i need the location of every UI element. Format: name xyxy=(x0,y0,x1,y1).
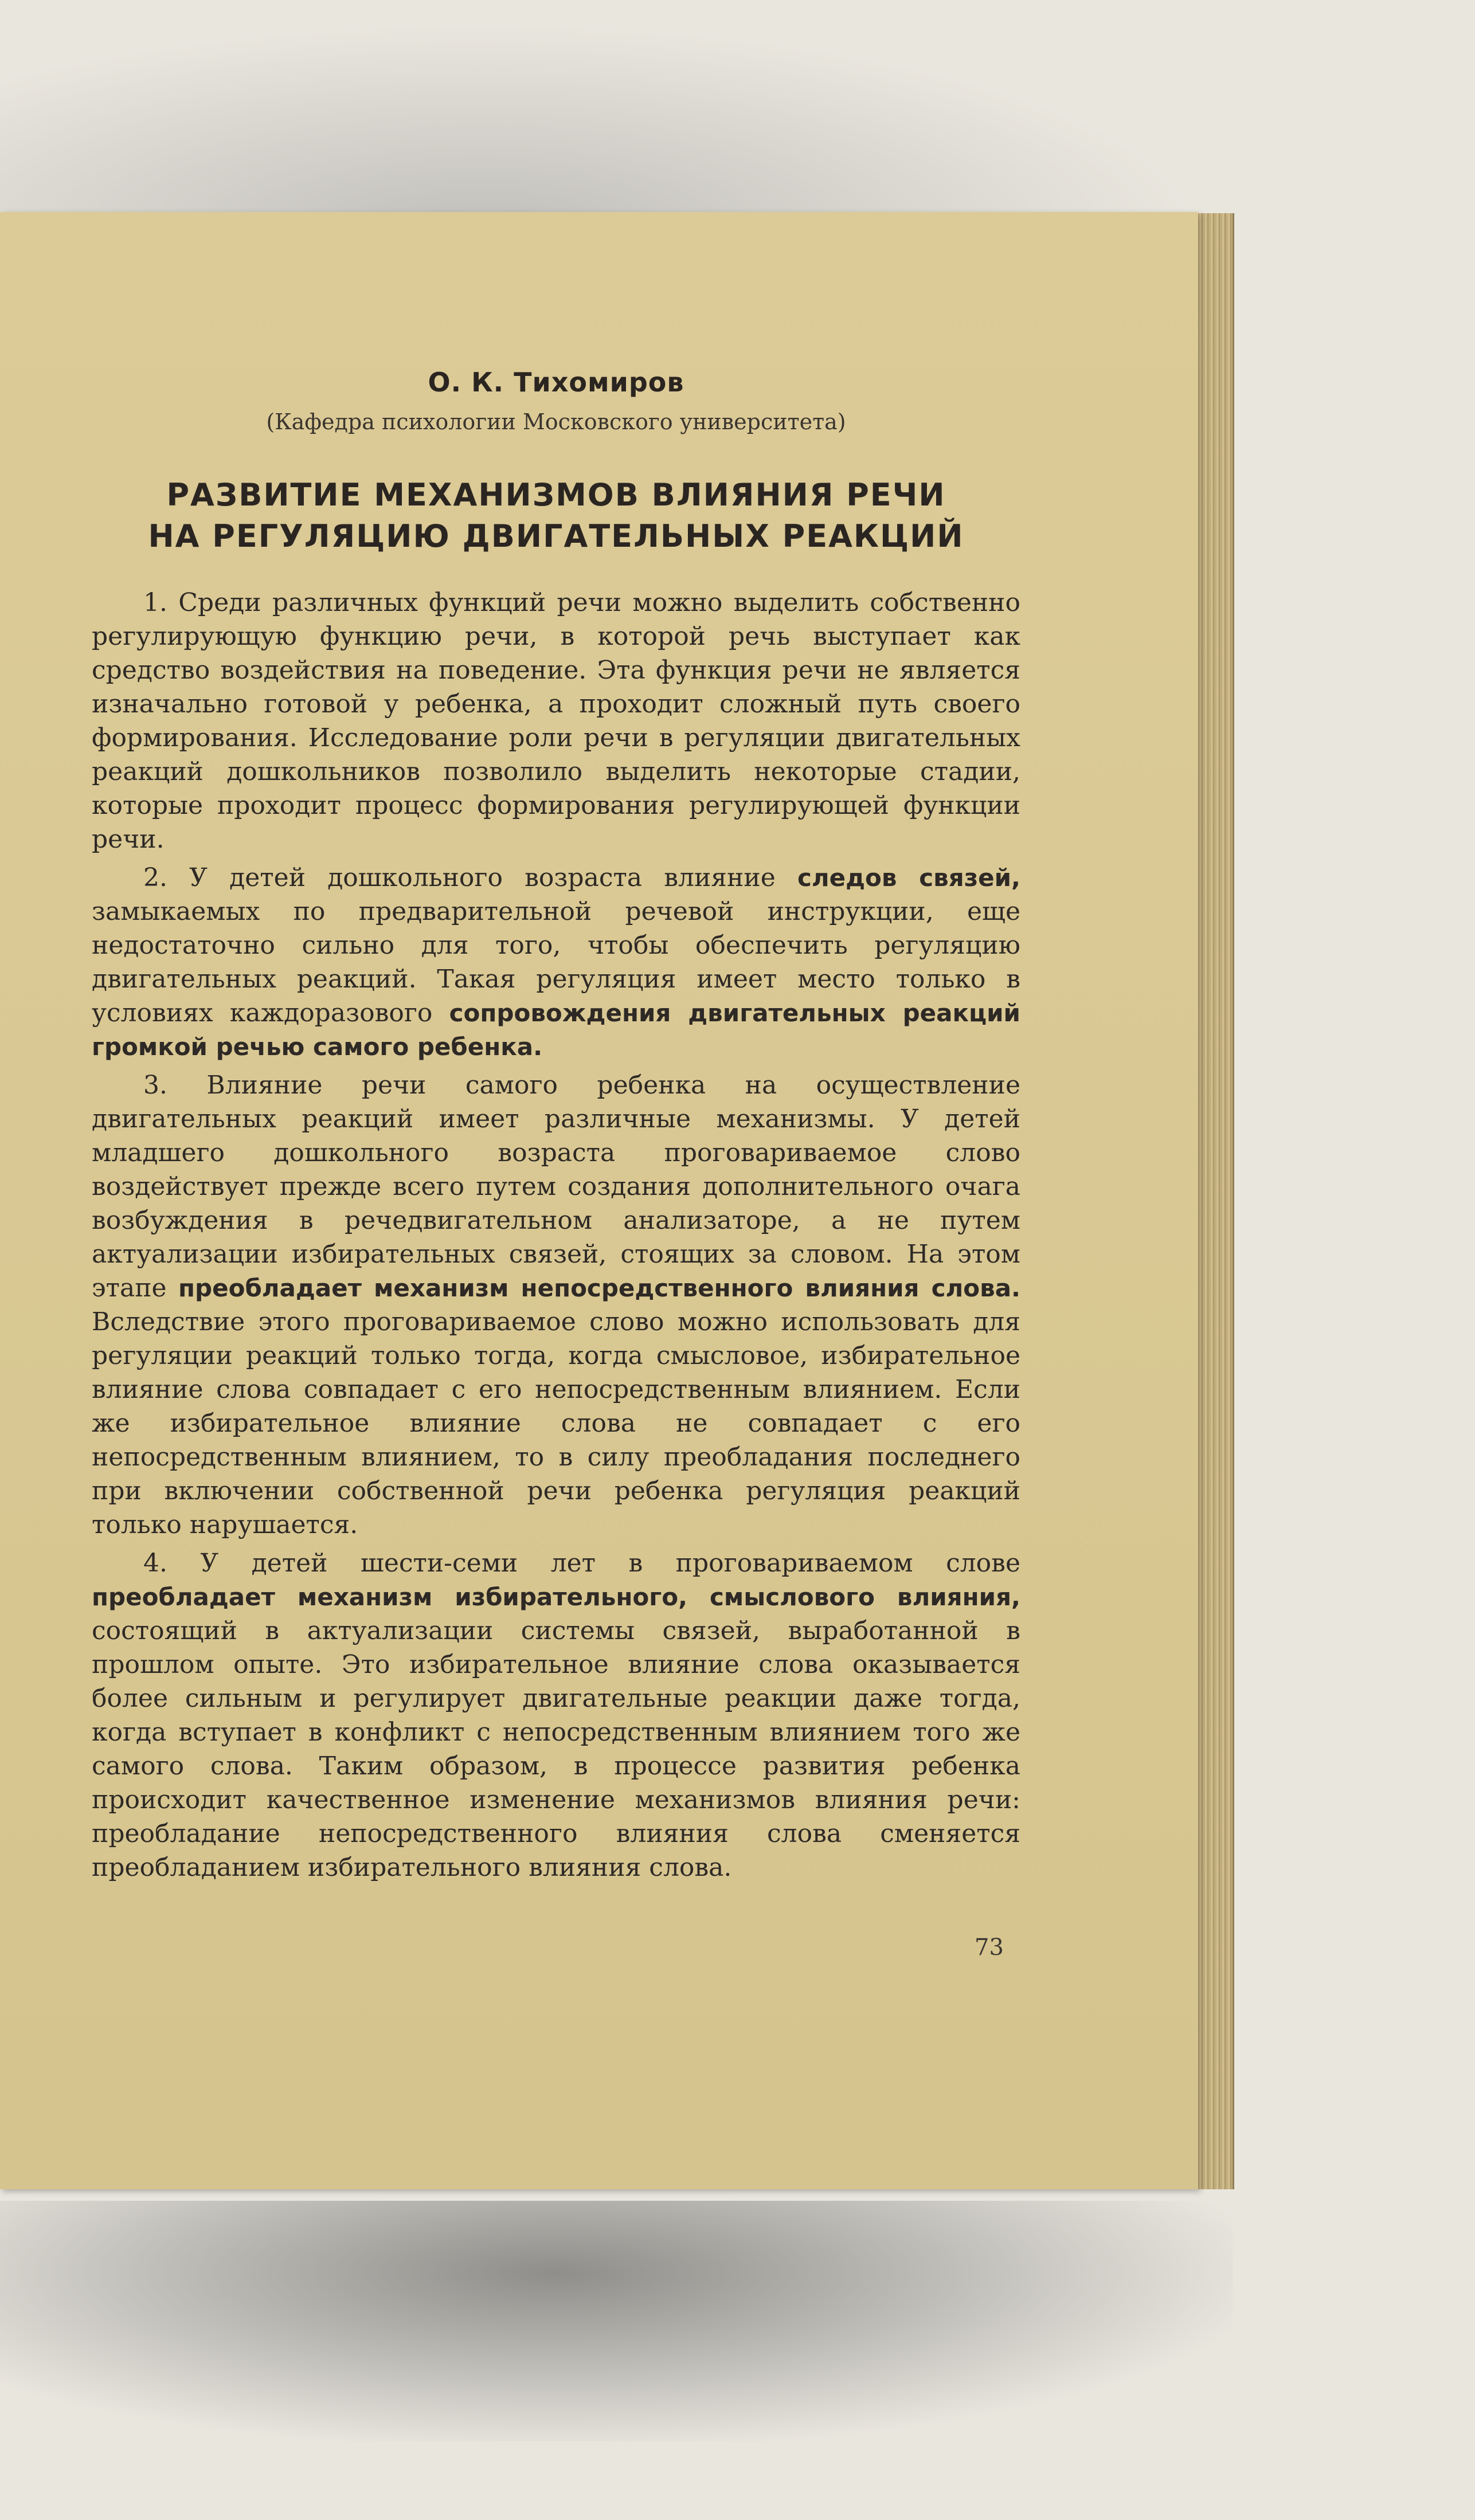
book-shadow xyxy=(0,2201,1233,2441)
paragraph-2-bold-b: сопровождения двигательных реакций громкой речью самого ребенка. xyxy=(92,999,1020,1061)
paragraph-4 xyxy=(92,1546,1020,1884)
author-affiliation: (Кафедра психологии Московского университета) xyxy=(266,409,846,434)
page-number: 73 xyxy=(975,1934,1004,1961)
title-line-2: НА РЕГУЛЯЦИЮ ДВИГАТЕЛЬНЫХ РЕАКЦИЙ xyxy=(148,518,964,554)
paragraph-2-bold-a: следов связей, xyxy=(797,864,1020,892)
paragraph-4-bold: преобладает механизм избирательного, смыслового влияния, xyxy=(92,1583,1020,1611)
article-body xyxy=(92,367,1020,1889)
paragraph-1: 1. Среди различных функций речи можно выделить собственно регулирующую функцию речи, в которой речь выступает как средство воздействия на поведение. Эта функция речи не является изначально готовой у ребенка, а проходит сложный путь своего формирования. Исследование роли речи в регуляции двигательных реакций дошкольников позволило выделить некоторые стадии, которые проходит процесс формирования регулирующей функции речи. xyxy=(92,588,1020,854)
paragraph-4-text-b: состоящий в актуализации системы связей, выработанной в прошлом опыте. Это избирательное влияние слова оказывается более сильным и регулирует двигательные реакции даже тогда, когда вступает в конфликт с непосредственным влиянием того же самого слова. Таким образом, в процессе развития ребенка происходит качественное изменение механизмов влияния речи: преобладание непосредственного влияния слова сменяется преобладанием избирательного влияния слова. xyxy=(92,1616,1020,1882)
paragraph-3 xyxy=(92,1068,1020,1542)
paragraph-3-text-a: 3. Влияние речи самого ребенка на осуществление двигательных реакций имеет различные механизмы. У детей младшего дошкольного возраста проговариваемое слово воздействует прежде всего путем создания дополнительного очага возбуждения в речедвигательном анализаторе, а не путем актуализации избирательных связей, стоящих за словом. На этом этапе xyxy=(92,1071,1020,1303)
paragraph-3-bold: преобладает механизм непосредственного влияния слова. xyxy=(178,1274,1020,1302)
paragraph-2-text-b: замыкаемых по предварительной речевой инструкции, еще недостаточно сильно для того, чтобы обеспечить регуляцию двигательных реакций. Такая регуляция имеет место только в условиях каждоразового xyxy=(92,897,1020,1028)
paragraph-3-text-b: Вследствие этого проговариваемое слово можно использовать для регуляции реакций только тогда, когда смысловое, избирательное влияние слова совпадает с его непосредственным влиянием. Если же избирательное влияние слова не совпадает с его непосредственным влиянием, то в силу преобладания последнего при включении собственной речи ребенка регуляция реакций только нарушается. xyxy=(92,1307,1020,1539)
article-title xyxy=(92,475,1020,557)
paragraph-4-text-a: 4. У детей шести-семи лет в проговариваемом слове xyxy=(143,1549,1020,1578)
author-name: О. К. Тихомиров xyxy=(428,367,684,398)
paragraph-2 xyxy=(92,861,1020,1064)
paragraph-2-text-a: 2. У детей дошкольного возраста влияние xyxy=(143,863,797,892)
book-page xyxy=(0,212,1198,2189)
shadow-top xyxy=(0,23,1204,229)
title-line-1: РАЗВИТИЕ МЕХАНИЗМОВ ВЛИЯНИЯ РЕЧИ xyxy=(166,477,946,513)
